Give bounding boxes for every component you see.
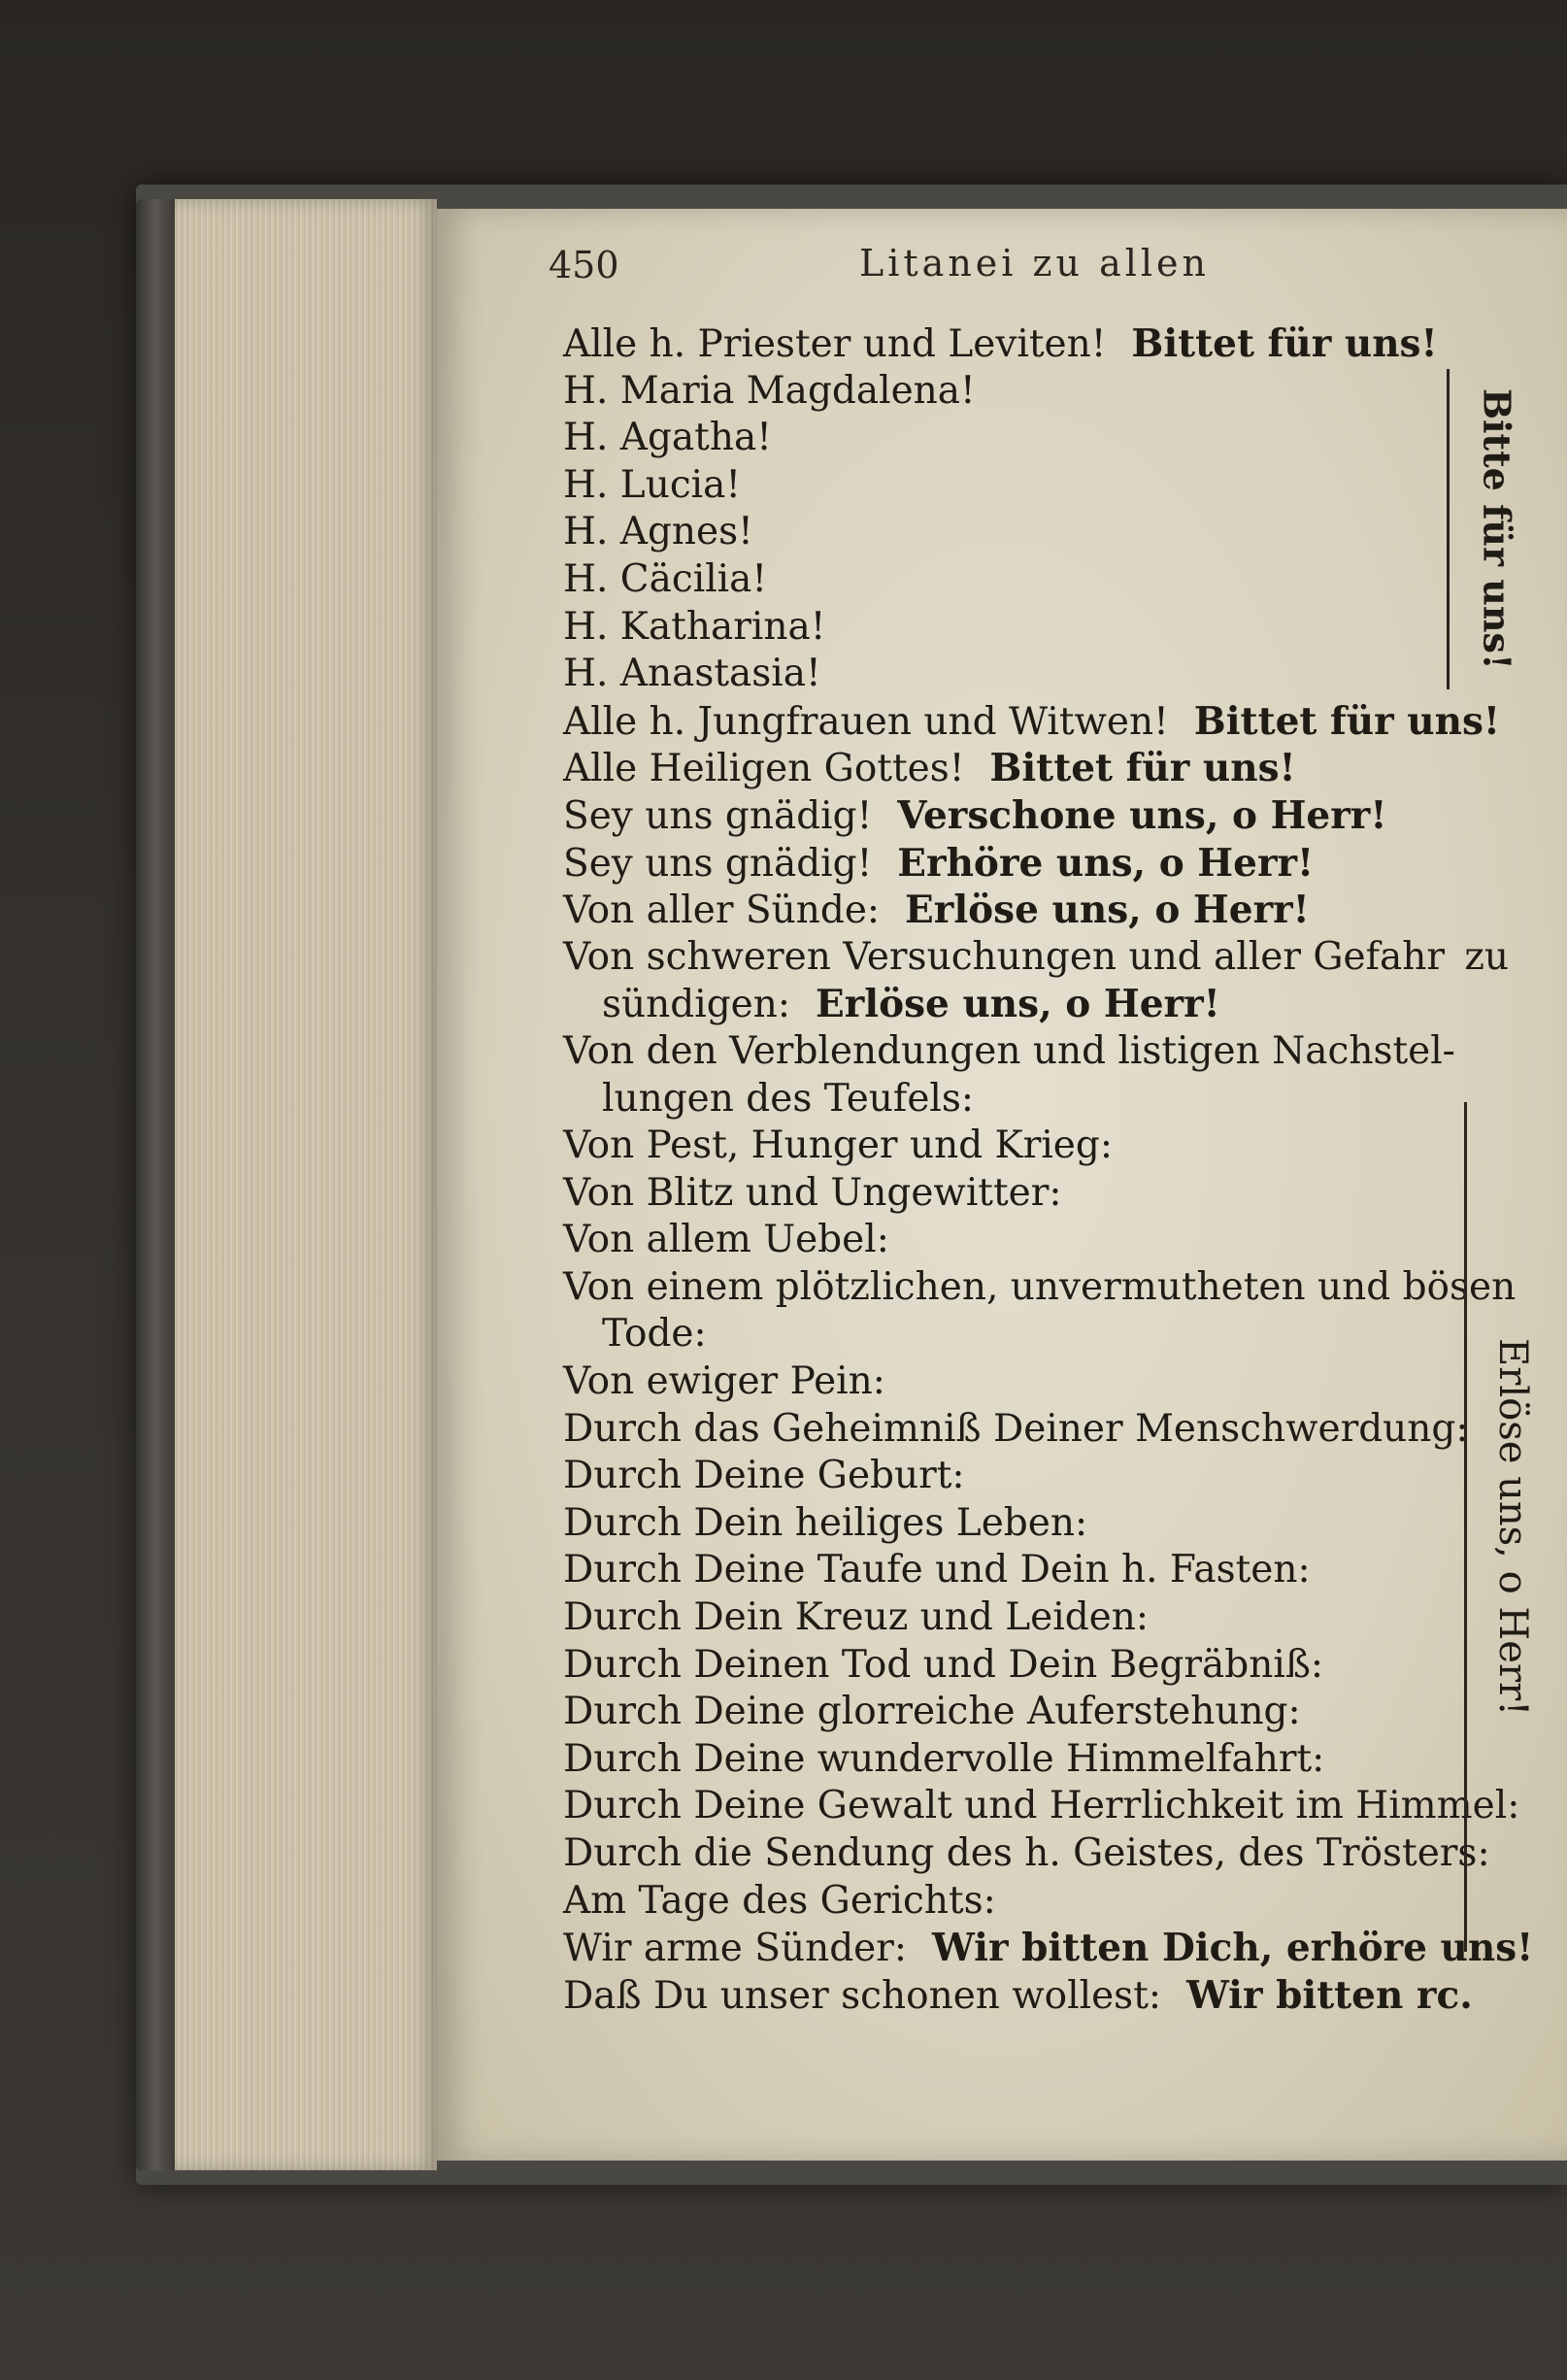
litany-line	[563, 1783, 1520, 1830]
response-text: Verschone uns, o Herr!	[897, 792, 1387, 838]
litany-line	[563, 1217, 1515, 1264]
litany-line	[563, 792, 1515, 840]
page-header	[549, 238, 1422, 296]
running-title: Litanei zu allen	[859, 242, 1211, 285]
litany-line	[563, 1453, 1515, 1500]
invocation-text: H. Cäcilia!	[563, 556, 768, 601]
invocation-text: H. Lucia!	[563, 462, 742, 507]
invocation-text: Durch Deine Geburt:	[563, 1454, 965, 1498]
litany-line	[563, 840, 1515, 888]
invocation-text: Alle h. Jungfrauen und Witwen!	[563, 699, 1169, 744]
side-response-first: Bitte für uns!	[1475, 388, 1519, 670]
side-response-second: Erlöse uns, o Herr!	[1490, 1337, 1535, 1717]
invocation-text: lungen des Teufels:	[602, 1076, 975, 1121]
invocation-text: Von ewiger Pein:	[563, 1359, 885, 1404]
book-spine-edge	[136, 199, 175, 2170]
litany-line	[563, 1972, 1515, 2020]
litany-line	[563, 1547, 1515, 1594]
response-text: Bittet für uns!	[989, 746, 1296, 791]
response-text: Bittet für uns!	[1131, 321, 1438, 366]
litany-line	[563, 1594, 1515, 1642]
invocation-text: Von aller Sünde:	[563, 888, 881, 933]
invocation-text: Wir arme Sünder:	[563, 1927, 908, 1971]
litany-line	[563, 1830, 1515, 1878]
invocation-text: Sey uns gnädig!	[563, 841, 873, 886]
invocation-text: Durch Deine Gewalt und Herrlichkeit im Himmel:	[563, 1784, 1520, 1828]
invocation-text: H. Katharina!	[563, 604, 826, 649]
invocation-text: H. Agnes!	[563, 510, 753, 554]
brace-first-group	[1447, 369, 1463, 689]
litany-line	[563, 1689, 1515, 1736]
response-text: Bittet für uns!	[1193, 698, 1501, 744]
invocation-text: Alle h. Priester und Leviten!	[563, 322, 1107, 366]
litany-line	[563, 1311, 1515, 1358]
invocation-text: Am Tage des Gerichts:	[563, 1878, 996, 1923]
invocation-text: Sey uns gnädig!	[563, 793, 873, 838]
litany-line	[563, 745, 1515, 792]
litany-line	[563, 415, 1515, 462]
page-number: 450	[549, 244, 619, 286]
invocation-text: Von den Verblendungen und listigen Nachstel-	[563, 1028, 1455, 1073]
litany-text	[563, 320, 1534, 2019]
invocation-text: Durch Deine wundervolle Himmelfahrt:	[563, 1736, 1325, 1781]
litany-line	[563, 651, 1515, 698]
invocation-text: Durch die Sendung des h. Geistes, des Trösters:	[563, 1831, 1490, 1875]
litany-line	[563, 1925, 1534, 1972]
line-tail-text: zu	[1464, 934, 1509, 979]
litany-line	[563, 698, 1515, 746]
litany-line	[563, 981, 1515, 1028]
response-text: Wir bitten Dich, erhöre uns!	[932, 1926, 1534, 1971]
response-text: Erhöre uns, o Herr!	[897, 840, 1315, 886]
litany-line	[563, 1878, 1515, 1926]
litany-line	[563, 509, 1515, 556]
invocation-text: Durch Dein Kreuz und Leiden:	[563, 1595, 1149, 1640]
brace-second-group	[1464, 1102, 1481, 1952]
litany-line	[563, 1358, 1515, 1406]
litany-line	[563, 320, 1515, 368]
litany-line	[563, 1736, 1515, 1784]
invocation-text: Durch Deine glorreiche Auferstehung:	[563, 1690, 1301, 1734]
litany-line	[563, 1028, 1515, 1076]
invocation-text: sündigen:	[602, 983, 790, 1027]
litany-line	[563, 1076, 1515, 1123]
litany-line	[563, 1170, 1515, 1218]
litany-line	[563, 1264, 1515, 1312]
litany-line	[563, 1123, 1515, 1170]
invocation-text: H. Maria Magdalena!	[563, 368, 976, 413]
invocation-text: Durch Dein heiliges Leben:	[563, 1500, 1088, 1545]
litany-line	[563, 1406, 1515, 1454]
invocation-text: Durch das Geheimniß Deiner Menschwerdung:	[563, 1406, 1469, 1451]
litany-line	[563, 887, 1515, 934]
invocation-text: Durch Deinen Tod und Dein Begräbniß:	[563, 1642, 1324, 1687]
invocation-text: Alle Heiligen Gottes!	[563, 747, 965, 791]
invocation-text: Von schweren Versuchungen und aller Gefahr	[563, 934, 1446, 979]
litany-line	[563, 1642, 1515, 1690]
litany-line	[563, 1500, 1515, 1548]
invocation-text: Durch Deine Taufe und Dein h. Fasten:	[563, 1548, 1311, 1592]
invocation-text: Von allem Uebel:	[563, 1218, 889, 1262]
invocation-text: Daß Du unser schonen wollest:	[563, 1973, 1162, 2018]
invocation-text: Von Blitz und Ungewitter:	[563, 1170, 1062, 1215]
response-text: Erlöse uns, o Herr!	[816, 982, 1220, 1027]
response-text: Erlöse uns, o Herr!	[905, 888, 1310, 933]
response-text: Wir bitten rc.	[1186, 1972, 1473, 2018]
litany-line	[563, 368, 1515, 416]
invocation-text: H. Agatha!	[563, 416, 772, 460]
litany-line	[563, 604, 1515, 652]
invocation-text: Tode:	[602, 1312, 707, 1357]
invocation-text: Von Pest, Hunger und Krieg:	[563, 1123, 1113, 1168]
litany-line	[563, 462, 1515, 510]
page-edges	[175, 199, 437, 2170]
invocation-text: H. Anastasia!	[563, 652, 821, 696]
litany-line	[563, 934, 1515, 982]
invocation-text: Von einem plötzlichen, unvermutheten und bösen	[563, 1264, 1517, 1309]
litany-line	[563, 556, 1515, 604]
